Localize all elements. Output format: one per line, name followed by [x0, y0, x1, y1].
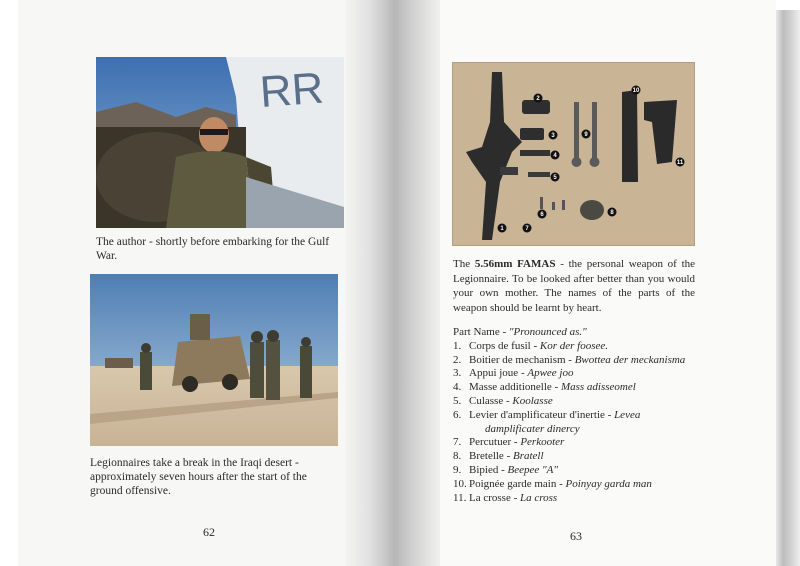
- list-item: [453, 340, 703, 354]
- list-item: [453, 423, 703, 437]
- list-item-number: 8.: [453, 450, 462, 463]
- marker-3: 3: [551, 133, 555, 139]
- list-item-name: Poignée garde main -: [469, 477, 566, 490]
- parts-list: [453, 326, 703, 505]
- list-item-pronunciation: Perkooter: [520, 436, 565, 449]
- list-item-pronunciation: La cross: [520, 491, 558, 504]
- list-item-name: Culasse -: [469, 394, 513, 407]
- list-item-pronunciation: Beepee "A": [507, 463, 558, 476]
- page-edge: [776, 10, 800, 566]
- list-item-name: Corps de fusil -: [469, 339, 540, 352]
- list-item-pronunciation: Bratell: [512, 450, 544, 463]
- marker-2: 2: [536, 96, 540, 102]
- intro-prefix: The: [453, 258, 471, 270]
- list-item-pronunciation: Mass adisseomel: [560, 381, 636, 394]
- list-item-number: [469, 423, 485, 437]
- list-item: [453, 367, 703, 381]
- list-item: [453, 436, 703, 450]
- author-photo: [96, 57, 344, 228]
- list-item-name: Percutuer -: [469, 436, 521, 449]
- marker-10: 10: [632, 88, 640, 94]
- list-item-name: Masse additionelle -: [469, 381, 561, 394]
- marker-11: 11: [676, 160, 684, 166]
- list-header-italic: "Pronounced as.": [508, 326, 587, 338]
- famas-parts-photo: [452, 62, 695, 246]
- list-item-number: 2.: [453, 353, 462, 366]
- marker-7: 7: [525, 226, 529, 232]
- list-item-number: 6.: [453, 408, 462, 421]
- marker-6: 6: [540, 212, 544, 218]
- list-item-number: 1.: [453, 339, 462, 352]
- svg-text:RR: RR: [258, 63, 326, 117]
- list-item-number: 3.: [453, 367, 462, 380]
- list-item: [453, 492, 703, 506]
- marker-9: 9: [584, 132, 588, 138]
- list-header: [453, 326, 703, 340]
- list-item-name: Levier d'amplificateur d'inertie -: [469, 408, 615, 421]
- list-item-pronunciation: Poinyay garda man: [565, 477, 652, 490]
- list-item-pronunciation: Bwottea der meckanisma: [574, 353, 686, 366]
- page-number-left: 62: [203, 525, 215, 539]
- intro-bold: 5.56mm FAMAS: [474, 258, 556, 270]
- list-item: [453, 478, 703, 492]
- list-item: [453, 464, 703, 478]
- list-item-number: 11.: [453, 491, 467, 504]
- list-item: [453, 395, 703, 409]
- marker-1: 1: [500, 226, 504, 232]
- list-item: [453, 381, 703, 395]
- list-item-name: Appui joue -: [469, 367, 528, 380]
- list-item-number: 9.: [453, 463, 462, 476]
- famas-description: [453, 257, 695, 315]
- list-header-plain: Part Name -: [453, 326, 509, 338]
- list-item-number: 7.: [453, 436, 462, 449]
- list-item-name: Bipied -: [469, 463, 508, 476]
- list-item: [453, 354, 703, 368]
- list-item-pronunciation: Kor der foosee.: [539, 339, 609, 352]
- list-item-number: 10.: [453, 477, 467, 490]
- list-item-name: Boitier de mechanism -: [469, 353, 575, 366]
- marker-5: 5: [553, 175, 557, 181]
- desert-photo: [90, 274, 338, 446]
- list-item: [453, 409, 703, 423]
- desert-photo-caption: Legionnaires take a break in the Iraqi desert - approximately seven hours after the start of the ground offensive.: [90, 457, 307, 497]
- marker-4: 4: [553, 153, 557, 159]
- intro-rest: - the personal weapon of the Legionnaire. To be looked after better than you would your own mother. The names of the parts of the weapon should be learnt by heart.: [453, 258, 696, 314]
- list-item-number: 4.: [453, 381, 462, 394]
- list-item-pronunciation: Levea: [614, 408, 641, 421]
- list-item-name: La crosse -: [469, 491, 521, 504]
- list-item-pronunciation: Apwee joo: [527, 367, 574, 380]
- list-item-pronunciation: Koolasse: [512, 394, 553, 407]
- author-photo-caption: The author - shortly before embarking for the Gulf War.: [96, 236, 330, 262]
- marker-8: 8: [610, 210, 614, 216]
- list-item-number: 5.: [453, 394, 462, 407]
- book-gutter: [345, 0, 440, 566]
- list-item-name: Bretelle -: [469, 450, 513, 463]
- page-number-right: 63: [570, 529, 582, 543]
- list-item-pronunciation: damplificater dinercy: [485, 422, 580, 435]
- list-item: [453, 450, 703, 464]
